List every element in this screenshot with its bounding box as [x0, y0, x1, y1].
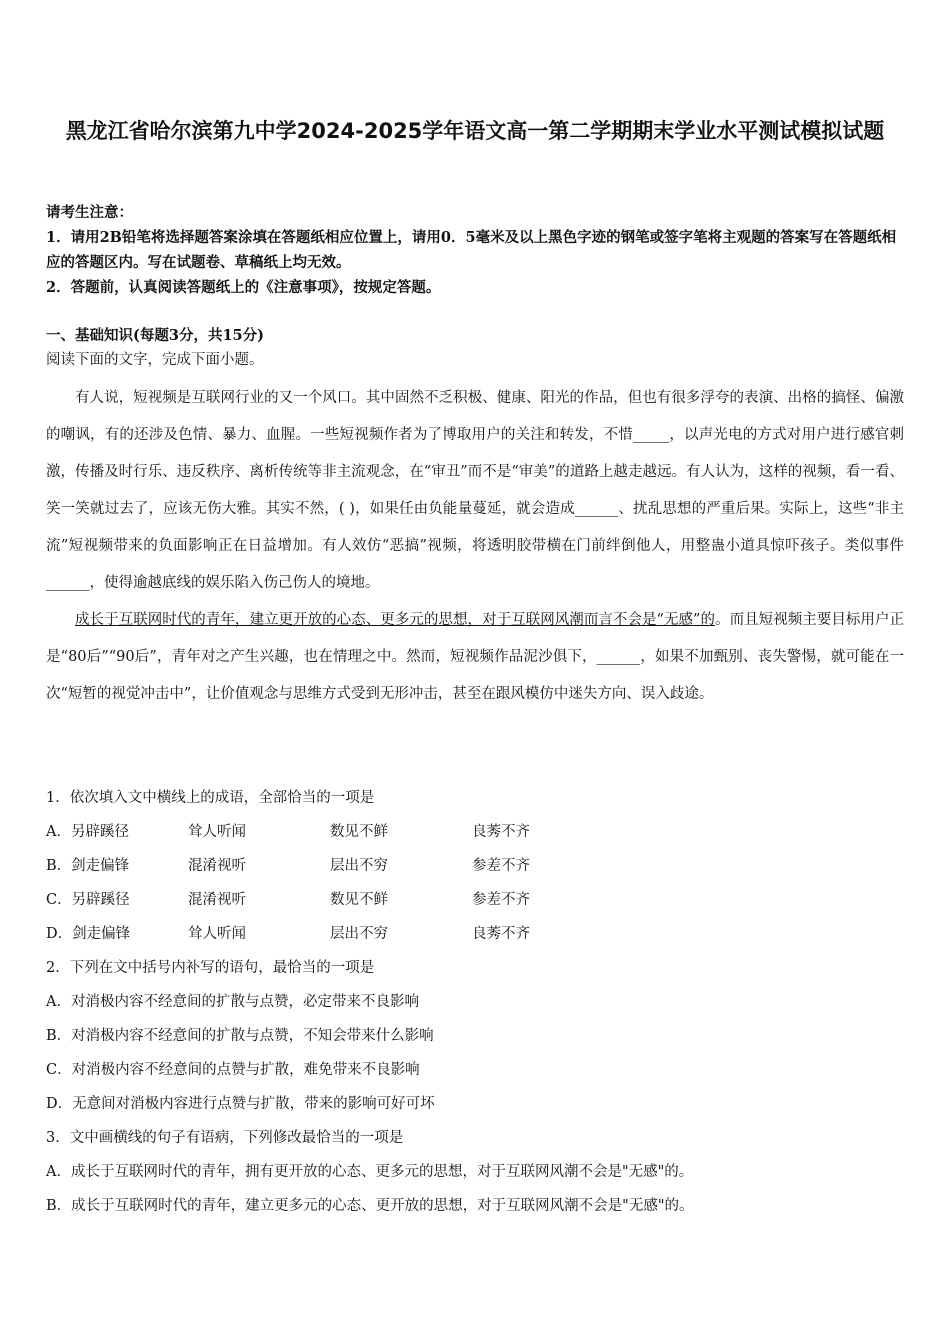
option-text: 良莠不齐: [472, 926, 530, 942]
questions: [46, 781, 904, 1223]
option-text: 良莠不齐: [472, 824, 530, 840]
option-text: D．剑走偏锋: [46, 926, 131, 942]
question-3-option-b: B．成长于互联网时代的青年，建立更多元的心态、更开放的思想，对于互联网风潮不会是"无感"的。: [46, 1198, 694, 1214]
notice-item: 2．答题前，认真阅读答题纸上的《注意事项》，按规定答题。: [46, 279, 441, 296]
reading-instruction: 阅读下面的文字，完成下面小题。: [46, 352, 264, 368]
option-text: 耸人听闻: [188, 824, 246, 840]
option-text: 混淆视听: [188, 858, 246, 874]
question-2-stem: 2．下列在文中括号内补写的语句，最恰当的一项是: [46, 960, 375, 976]
option-text: 混淆视听: [188, 892, 246, 908]
option-text: 层出不穷: [330, 926, 388, 942]
question-1-option-c: [46, 883, 904, 917]
question-1-stem: 1．依次填入文中横线上的成语，全部恰当的一项是: [46, 790, 375, 806]
question-2-option-a: A．对消极内容不经意间的扩散与点赞，必定带来不良影响: [46, 994, 419, 1010]
option-text: 层出不穷: [330, 858, 388, 874]
notice-item: 1．请用2B铅笔将选择题答案涂填在答题纸相应位置上，请用0．5毫米及以上黑色字迹的钢笔或签字笔将主观题的答案写在答题纸相应的答题区内。写在试题卷、草稿纸上均无效。: [46, 229, 897, 271]
question-3-stem: 3．文中画横线的句子有语病，下列修改最恰当的一项是: [46, 1130, 404, 1146]
passage-paragraph-1: 有人说，短视频是互联网行业的又一个风口。其中固然不乏积极、健康、阳光的作品，但也有很多浮夸的表演、出格的搞怪、偏激的嘲讽，有的还涉及色情、暴力、血腥。一些短视频作者为了博取用户的关注和转发，不惜_____，以声光电的方式对用户进行感官刺激，传播及时行乐、违反秩序、离析传统等非主流观念，在“审丑”而不是“审美”的道路上越走越远。有人认为，这样的视频，看一看、笑一笑就过去了，应该无伤大雅。其实不然，( )，如果任由负能量蔓延，就会造成______、扰乱思想的严重后果。实际上，这些“非主流”短视频带来的负面影响正在日益增加。有人效仿“恶搞”视频，将透明胶带横在门前绊倒他人，用整蛊小道具惊吓孩子。类似事件______，使得逾越底线的娱乐陷入伤己伤人的境地。: [46, 390, 904, 591]
question-1-option-d: [46, 917, 904, 951]
notice-heading: 请考生注意：: [46, 204, 133, 221]
question-1-option-a: [46, 815, 904, 849]
question-3-option-a: A．成长于互联网时代的青年，拥有更开放的心态、更多元的思想，对于互联网风潮不会是"无感"的。: [46, 1164, 694, 1180]
question-2-option-d: D．无意间对消极内容进行点赞与扩散，带来的影响可好可坏: [46, 1096, 435, 1112]
option-text: 数见不鲜: [330, 824, 388, 840]
section-heading: 一、基础知识(每题3分，共15分): [46, 327, 264, 344]
option-text: A．另辟蹊径: [46, 824, 129, 840]
passage-paragraph-2: [46, 602, 904, 713]
option-text: 参差不齐: [472, 858, 530, 874]
question-2-option-b: B．对消极内容不经意间的扩散与点赞，不知会带来什么影响: [46, 1028, 434, 1044]
page-title: 黑龙江省哈尔滨第九中学2024-2025学年语文高一第二学期期末学业水平测试模拟试题: [65, 119, 885, 143]
question-1-option-b: [46, 849, 904, 883]
option-text: B．剑走偏锋: [46, 858, 130, 874]
question-2-option-c: C．对消极内容不经意间的点赞与扩散，难免带来不良影响: [46, 1062, 420, 1078]
option-text: 数见不鲜: [330, 892, 388, 908]
option-text: 耸人听闻: [188, 926, 246, 942]
paragraph-text: 。而且短视频主要目标用户正是“80后”“90后”，青年对之产生兴趣，也在情理之中。然而，短视频作品泥沙俱下，______，如果不加甄别、丧失警惕，就可能在一次“短暂的视觉冲击中”，让价值观念与思维方式受到无形冲击，甚至在跟风模仿中迷失方向、误入歧途。: [46, 612, 905, 702]
option-text: C．另辟蹊径: [46, 892, 130, 908]
option-text: 参差不齐: [472, 892, 530, 908]
reading-passage: [46, 380, 904, 713]
notice-block: [46, 200, 904, 300]
underlined-sentence: 成长于互联网时代的青年，建立更开放的心态、更多元的思想，对于互联网风潮而言不会是“无感”的: [75, 612, 716, 628]
